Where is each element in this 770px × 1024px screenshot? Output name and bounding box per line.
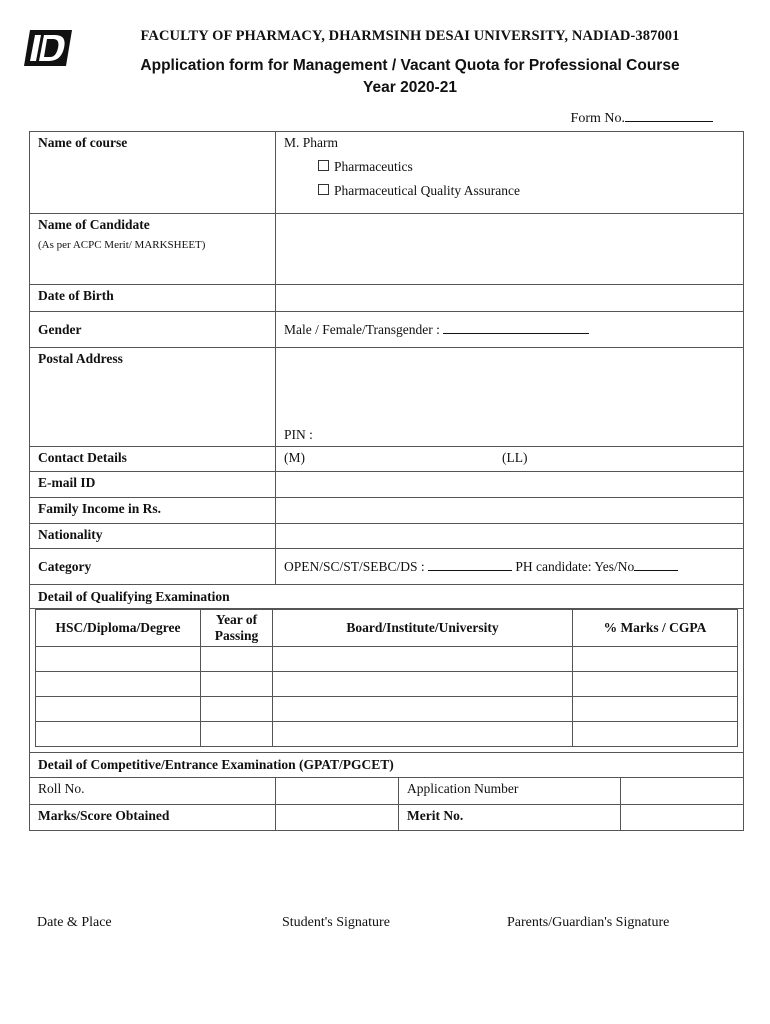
form-number bbox=[571, 109, 713, 127]
qual-cell[interactable] bbox=[573, 647, 738, 672]
qualifying-table bbox=[35, 609, 738, 747]
qual-cell[interactable] bbox=[36, 697, 201, 722]
qual-cell[interactable] bbox=[201, 722, 273, 747]
qual-cell[interactable] bbox=[273, 647, 573, 672]
gender-cell[interactable] bbox=[276, 312, 744, 348]
course-cell bbox=[276, 132, 744, 214]
marks-input[interactable] bbox=[276, 804, 399, 830]
ph-blank[interactable] bbox=[634, 559, 678, 571]
category-blank[interactable] bbox=[428, 559, 512, 571]
merit-no-input[interactable] bbox=[621, 804, 744, 830]
gender-blank[interactable] bbox=[443, 322, 589, 334]
form-number-label: Form No. bbox=[570, 111, 625, 126]
category-label: Category bbox=[30, 549, 276, 585]
qual-cell[interactable] bbox=[36, 647, 201, 672]
qual-cell[interactable] bbox=[273, 697, 573, 722]
qual-cell[interactable] bbox=[36, 672, 201, 697]
contact-cell[interactable] bbox=[276, 447, 744, 472]
option-pqa[interactable] bbox=[318, 183, 735, 199]
candidate-input[interactable] bbox=[276, 214, 744, 285]
qual-cell[interactable] bbox=[573, 672, 738, 697]
table-row bbox=[36, 647, 738, 672]
table-row bbox=[36, 722, 738, 747]
qual-cell[interactable] bbox=[201, 672, 273, 697]
form-title-year: Year 2020-21 bbox=[363, 79, 457, 96]
ph-label: PH candidate: Yes/No bbox=[515, 558, 635, 574]
form-number-blank[interactable] bbox=[625, 109, 713, 122]
checkbox-icon[interactable] bbox=[318, 160, 329, 171]
candidate-note: (As per ACPC Merit/ MARKSHEET) bbox=[38, 239, 206, 251]
qual-cell[interactable] bbox=[201, 647, 273, 672]
course-value: M. Pharm bbox=[284, 135, 338, 150]
institution-name: FACULTY OF PHARMACY, DHARMSINH DESAI UNIVERSITY, NADIAD-387001 bbox=[140, 28, 680, 44]
candidate-label: Name of Candidate bbox=[38, 217, 150, 232]
student-signature-label: Student's Signature bbox=[282, 915, 390, 930]
roll-no-label: Roll No. bbox=[30, 778, 276, 804]
option-pqa-label: Pharmaceutical Quality Assurance bbox=[334, 183, 520, 198]
address-input[interactable] bbox=[276, 348, 744, 447]
qual-header-marks: % Marks / CGPA bbox=[573, 610, 738, 647]
income-label: Family Income in Rs. bbox=[30, 498, 276, 524]
qual-cell[interactable] bbox=[201, 697, 273, 722]
gender-label: Gender bbox=[30, 312, 276, 348]
contact-mobile: (M) bbox=[284, 450, 305, 465]
application-number-input[interactable] bbox=[621, 778, 744, 804]
category-value: OPEN/SC/ST/SEBC/DS : bbox=[284, 558, 425, 574]
marks-label: Marks/Score Obtained bbox=[30, 804, 276, 830]
qual-cell[interactable] bbox=[273, 722, 573, 747]
option-pharmaceutics[interactable] bbox=[318, 159, 735, 175]
qual-header-board: Board/Institute/University bbox=[273, 610, 573, 647]
application-table bbox=[29, 131, 744, 831]
qual-cell[interactable] bbox=[273, 672, 573, 697]
merit-no-label: Merit No. bbox=[399, 804, 621, 830]
competitive-section bbox=[30, 778, 744, 831]
checkbox-icon[interactable] bbox=[318, 184, 329, 195]
nationality-label: Nationality bbox=[30, 524, 276, 549]
application-number-label: Application Number bbox=[399, 778, 621, 804]
competitive-table bbox=[30, 778, 743, 830]
candidate-label-cell bbox=[30, 214, 276, 285]
address-label: Postal Address bbox=[30, 348, 276, 447]
qualifying-section bbox=[30, 609, 744, 753]
pin-label: PIN : bbox=[284, 427, 313, 442]
option-pharmaceutics-label: Pharmaceutics bbox=[334, 159, 413, 174]
parent-signature-label: Parents/Guardian's Signature bbox=[507, 915, 670, 930]
dob-label: Date of Birth bbox=[30, 285, 276, 312]
category-cell[interactable] bbox=[276, 549, 744, 585]
form-title-line1: Application form for Management / Vacant Quota for Professional Course bbox=[140, 57, 680, 74]
form-title bbox=[60, 55, 760, 99]
contact-landline: (LL) bbox=[502, 450, 528, 465]
nationality-input[interactable] bbox=[276, 524, 744, 549]
qual-cell[interactable] bbox=[36, 722, 201, 747]
gender-value: Male / Female/Transgender : bbox=[284, 321, 440, 337]
date-place-label: Date & Place bbox=[37, 915, 112, 930]
email-input[interactable] bbox=[276, 472, 744, 498]
table-row bbox=[36, 672, 738, 697]
qual-header-year: Year of Passing bbox=[201, 610, 273, 647]
qual-cell[interactable] bbox=[573, 697, 738, 722]
qualifying-title: Detail of Qualifying Examination bbox=[30, 585, 744, 609]
table-row bbox=[36, 697, 738, 722]
contact-label: Contact Details bbox=[30, 447, 276, 472]
roll-no-input[interactable] bbox=[276, 778, 399, 804]
dob-input[interactable] bbox=[276, 285, 744, 312]
course-label: Name of course bbox=[30, 132, 276, 214]
qual-header-degree: HSC/Diploma/Degree bbox=[36, 610, 201, 647]
email-label: E-mail ID bbox=[30, 472, 276, 498]
competitive-title: Detail of Competitive/Entrance Examination (GPAT/PGCET) bbox=[30, 753, 744, 778]
income-input[interactable] bbox=[276, 498, 744, 524]
qual-cell[interactable] bbox=[573, 722, 738, 747]
